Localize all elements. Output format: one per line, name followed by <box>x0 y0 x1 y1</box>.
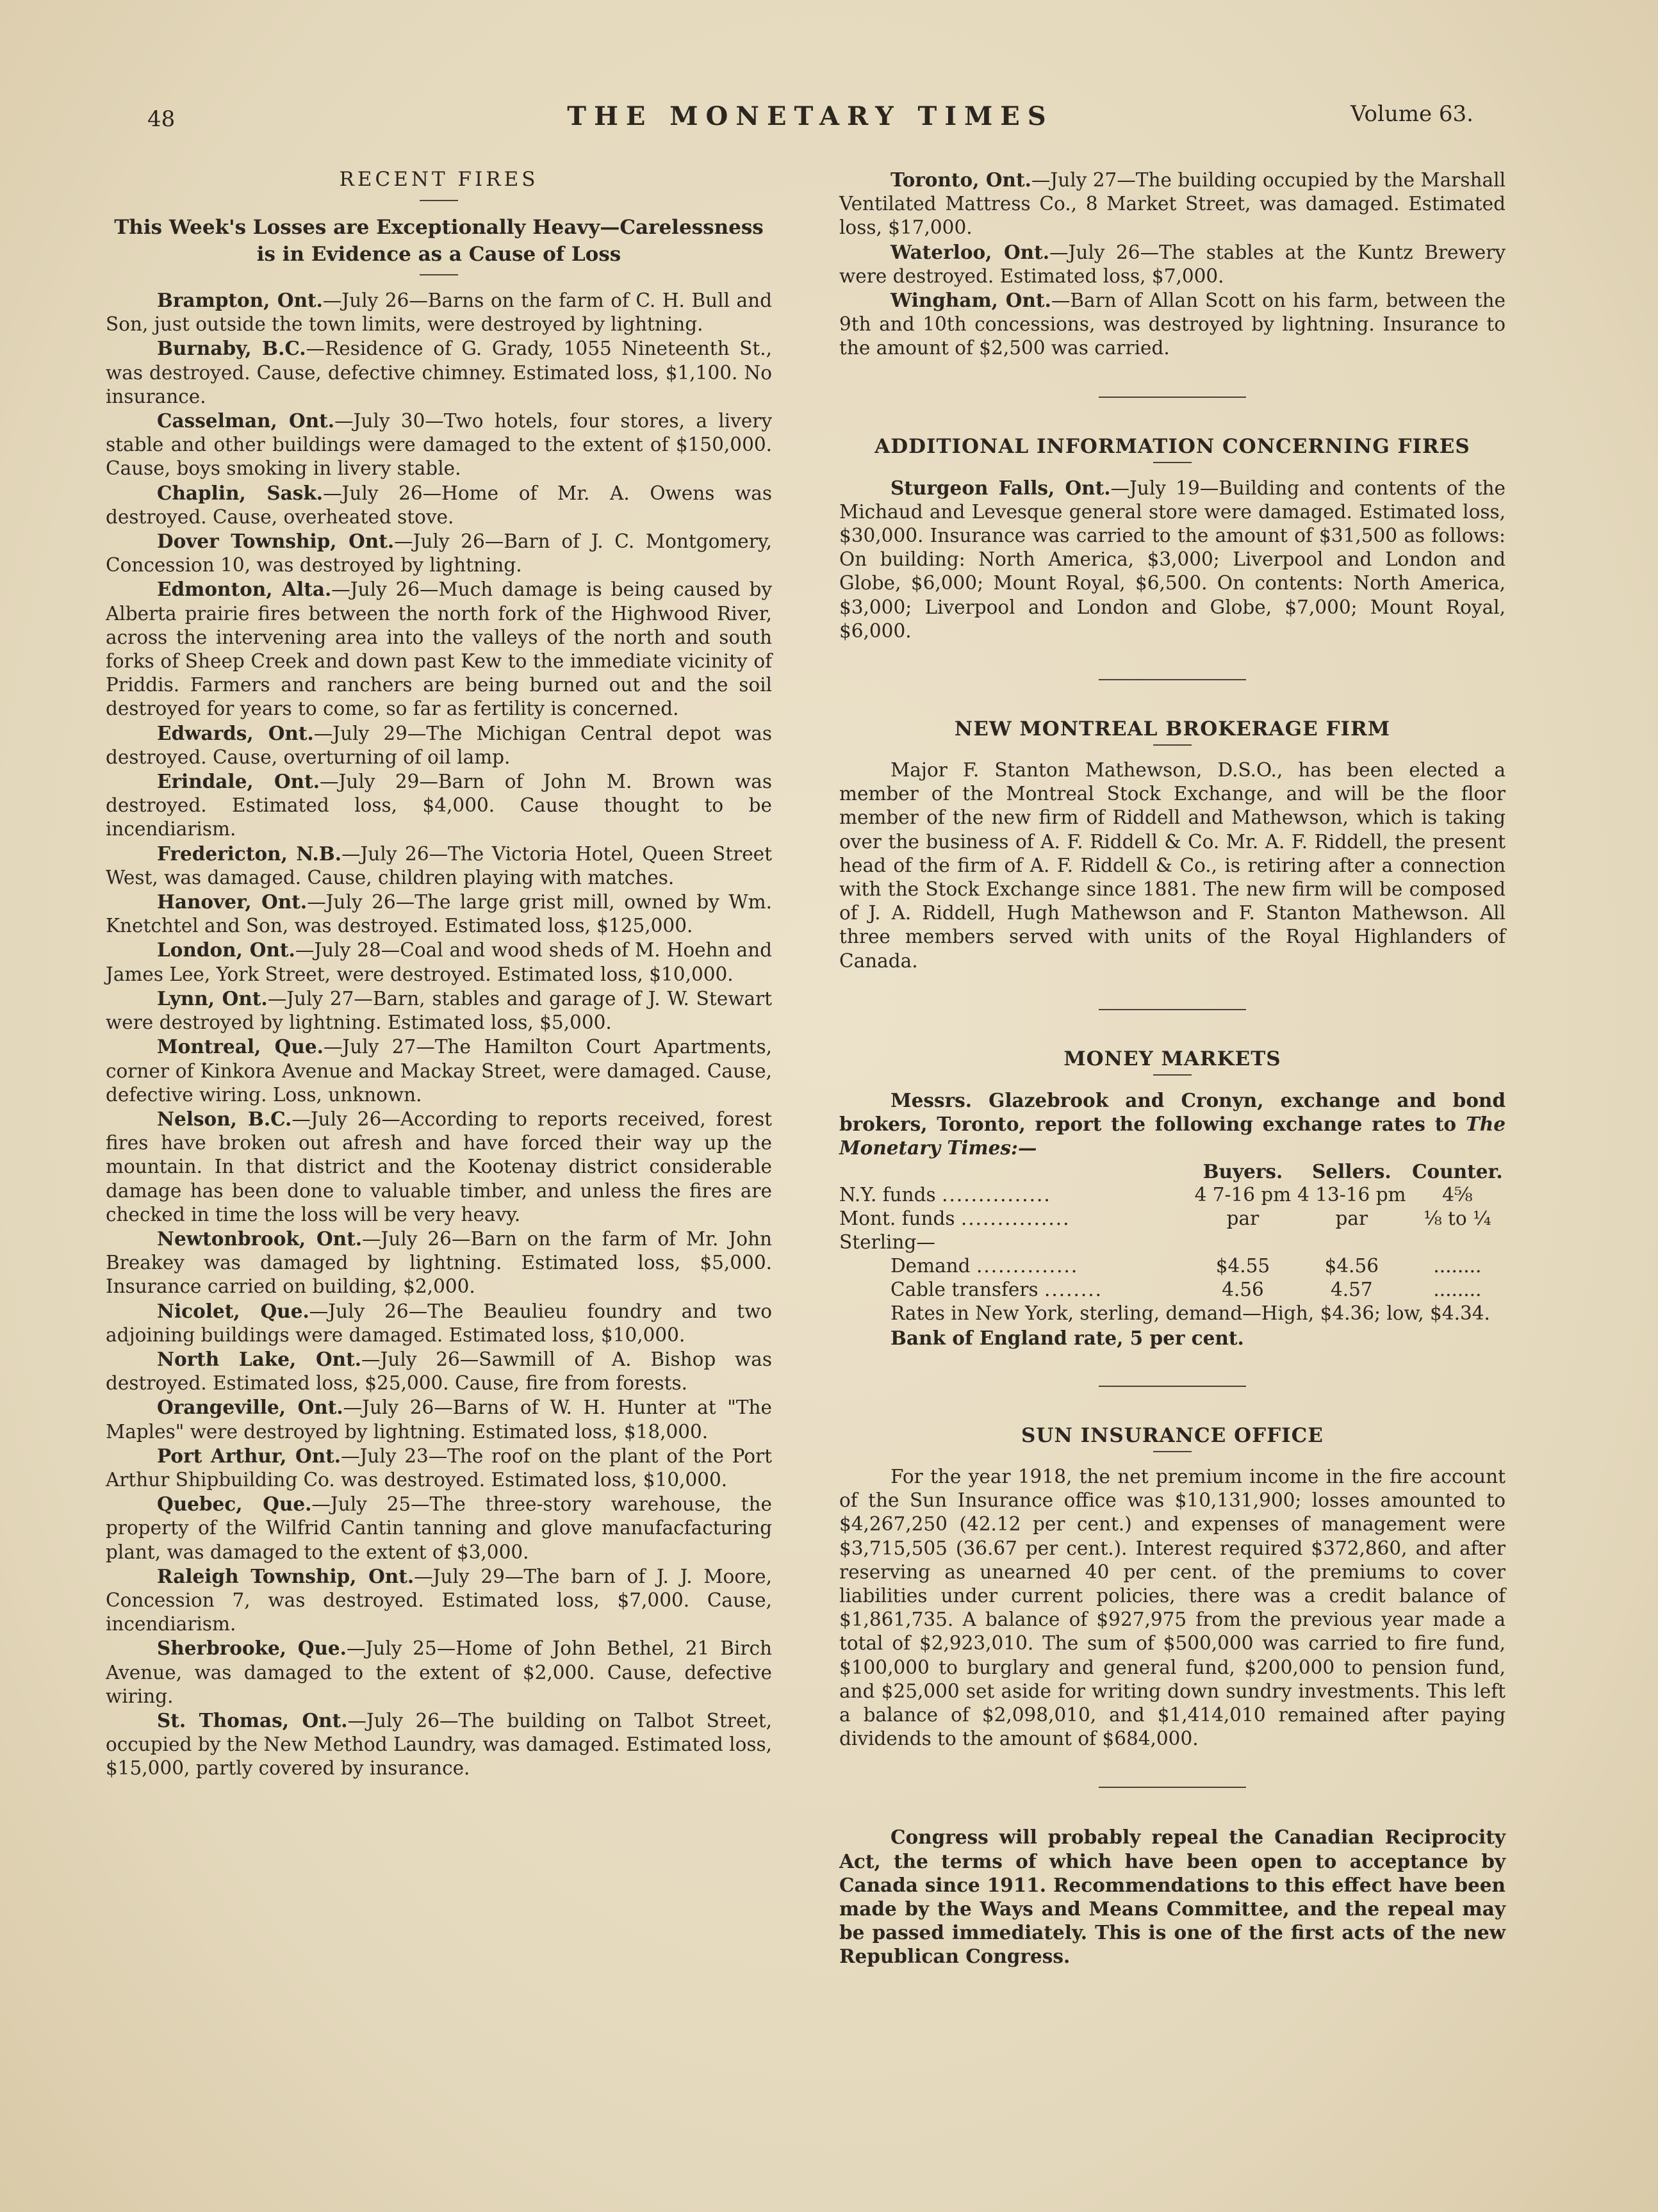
sun-insurance-section <box>839 1424 1506 1751</box>
entry-text: —July 26—Barn on the farm of Mr. John Breakey was damaged by lightning. Estimated loss, $5,000. Insurance carried on building, $2,000. <box>106 1227 772 1298</box>
divider <box>420 200 458 201</box>
table-row <box>839 1231 1506 1254</box>
ny-rates-text: Rates in New York, sterling, demand—High, $4.36; low, $4.34. <box>891 1302 1490 1325</box>
fire-entry <box>106 529 772 577</box>
entry-place: Nelson, B.C. <box>157 1107 292 1130</box>
brokerage-text: Major F. Stanton Mathewson, D.S.O., has been elected a member of the Montreal Stock Exchange, and will be the floor member of the new firm of Riddell and Mathewson, which is taking over the business of A. F. Riddell & Co. Mr. A. F. Riddell, the present head of the firm of A. F. Riddell & Co., is retiring after a connection with the Stock Exchange since 1881. The new firm will be composed of J. A. Riddell, Hugh Mathewson and F. Stanton Mathewson. All three members served with units of the Royal Highlanders of Canada. <box>839 759 1506 972</box>
sellers-cell <box>1294 1231 1409 1254</box>
table-row <box>839 1183 1506 1207</box>
entry-place: Fredericton, N.B. <box>157 842 341 865</box>
exchange-rates-body <box>839 1183 1506 1302</box>
money-markets-title: MONEY MARKETS <box>1063 1047 1281 1070</box>
counter-cell: ⅛ to ¼ <box>1424 1208 1491 1230</box>
fire-entry <box>106 1227 772 1299</box>
divider <box>1153 1451 1192 1452</box>
fire-entry <box>106 721 772 769</box>
divider <box>1153 1074 1192 1076</box>
entry-place: Sherbrooke, Que. <box>157 1637 347 1660</box>
publication-name: The Monetary Times:— <box>839 1113 1506 1159</box>
entry-place: Erindale, Ont. <box>157 770 320 793</box>
fire-entry <box>106 1395 772 1443</box>
table-row <box>839 1254 1506 1278</box>
money-markets-intro <box>839 1088 1506 1160</box>
entry-place: Raleigh Township, Ont. <box>157 1564 414 1587</box>
divider <box>1099 1787 1246 1788</box>
boe-rate-text: Bank of England rate, 5 per cent. <box>891 1326 1244 1349</box>
row-label: Demand <box>891 1255 971 1277</box>
fire-entry <box>839 168 1506 240</box>
money-markets-section <box>839 1047 1506 1350</box>
row-label: N.Y. funds <box>839 1184 936 1206</box>
dot-leader: ............... <box>960 1208 1071 1230</box>
entry-text: —July 26—The large grist mill, owned by Wm. Knetchtel and Son, was destroyed. Estimated loss, $125,000. <box>106 891 773 937</box>
divider <box>1153 462 1192 463</box>
counter-cell: 4⅝ <box>1442 1184 1473 1206</box>
entry-place: Edwards, Ont. <box>157 721 314 744</box>
entry-text: —July 26—Much damage is being caused by Alberta prairie fires between the north fork of the Highwood River, across the intervening area into the valleys of the north and south forks of Sheep Creek and down past Kew to the immediate vicinity of Priddis. Farmers and ranchers are being burned out and the soil destroyed for years to come, so far as fertility is concerned. <box>106 578 772 720</box>
divider <box>1099 1386 1246 1387</box>
entry-text: —July 23—The roof on the plant of the Port Arthur Shipbuilding Co. was destroyed. Estimated loss, $10,000. <box>106 1445 772 1491</box>
row-label-cell <box>839 1278 1192 1302</box>
entry-place: Hanover, Ont. <box>157 890 308 913</box>
sun-insurance-text: For the year 1918, the net premium income in the fire account of the Sun Insurance office was $10,131,900; losses amounted to $4,267,250 (42.12 per cent.) and expenses of management were $3,715,505 (36.67 per cent.). Interest required $372,860, and after reserving as unearned 40 per cent. of the premiums to cover liabilities under current policies, there was a credit balance of $1,861,735. A balance of $927,975 from the previous year made a total of $2,923,010. The sum of $500,000 was carried to fire fund, $100,000 to burglary and general fund, $200,000 to pension fund, and $25,000 set aside for writing down sundry investments. This left a balance of $2,098,010, and $1,414,010 remained after paying dividends to the amount of $684,000. <box>839 1465 1506 1750</box>
right-column <box>839 168 1506 1969</box>
entry-text: —July 26—Home of Mr. A. Owens was destroyed. Cause, overheated stove. <box>106 482 772 528</box>
fire-entry <box>106 577 772 721</box>
buyers-cell: par <box>1226 1208 1260 1230</box>
entry-text: —July 27—Barn, stables and garage of J. W. Stewart were destroyed by lightning. Estimated loss, $5,000. <box>106 987 772 1034</box>
journal-title: THE MONETARY TIMES <box>567 101 1054 131</box>
fire-entry <box>106 1035 772 1107</box>
additional-info-section <box>839 435 1506 643</box>
sellers-cell: 4 13-16 pm <box>1297 1184 1406 1206</box>
entry-text: —July 25—Home of John Bethel, 21 Birch Avenue, was damaged to the extent of $2,000. Cause, defective wiring. <box>106 1637 772 1707</box>
divider <box>1099 679 1246 680</box>
dot-leader: .............. <box>976 1255 1079 1277</box>
dot-leader: ........ <box>1044 1279 1103 1301</box>
sellers-cell: 4.57 <box>1330 1279 1373 1301</box>
fire-entry <box>106 1708 772 1781</box>
entry-place: North Lake, Ont. <box>157 1347 362 1370</box>
table-row <box>839 1278 1506 1302</box>
fire-entry <box>106 1299 772 1347</box>
table-row <box>839 1207 1506 1231</box>
entry-text: —July 26—Barns on the farm of C. H. Bull and Son, just outside the town limits, were destroyed by lightning. <box>106 290 773 336</box>
fire-entry <box>106 769 772 842</box>
buyers-cell: 4 7-16 pm <box>1194 1184 1292 1206</box>
row-label: Cable transfers <box>891 1279 1038 1301</box>
entry-text: —July 26—The building on Talbot Street, occupied by the New Method Laundry, was damaged. Estimated loss, $15,000, partly covered by insurance. <box>106 1709 772 1780</box>
entry-text: —July 27—The building occupied by the Marshall Ventilated Mattress Co., 8 Market Street, was damaged. Estimated loss, $17,000. <box>839 169 1506 239</box>
entry-place: Toronto, Ont. <box>891 168 1031 191</box>
entry-text: —July 28—Coal and wood sheds of M. Hoehn and James Lee, York Street, were destroyed. Estimated loss, $10,000. <box>106 939 773 985</box>
fire-entries-list <box>106 288 772 1781</box>
entry-text: —July 26—Sawmill of A. Bishop was destroyed. Estimated loss, $25,000. Cause, fire from forests. <box>106 1348 772 1395</box>
buyers-cell: 4.56 <box>1222 1279 1264 1301</box>
fire-entry <box>106 1636 772 1708</box>
column-header: Counter. <box>1412 1160 1503 1183</box>
table-header-row <box>839 1159 1506 1183</box>
fire-entry <box>106 481 772 529</box>
fire-entry <box>106 1107 772 1227</box>
recent-fires-title: RECENT FIRES <box>339 168 539 191</box>
buyers-cell <box>1192 1231 1294 1254</box>
entry-text: —July 30—Two hotels, four stores, a livery stable and other buildings were damaged to the extent of $150,000. Cause, boys smoking in livery stable. <box>106 410 772 480</box>
column-header: Sellers. <box>1311 1160 1391 1183</box>
entry-place: Sturgeon Falls, Ont. <box>891 476 1111 499</box>
entry-place: Montreal, Que. <box>157 1035 324 1058</box>
row-label-cell <box>839 1231 1192 1254</box>
column-header: Buyers. <box>1202 1160 1283 1183</box>
entry-text: —July 29—The barn of J. J. Moore, Concession 7, was destroyed. Estimated loss, $7,000. Cause, incendiarism. <box>106 1565 772 1635</box>
divider <box>420 274 458 275</box>
brokerage-title: NEW MONTREAL BROKERAGE FIRM <box>954 717 1391 741</box>
intro-text: Messrs. Glazebrook and Cronyn, exchange and bond brokers, Toronto, report the following exchange rates to <box>839 1088 1506 1136</box>
entry-text: —July 25—The three-story warehouse, the property of the Wilfrid Cantin tanning and glove manufacfacturing plant, was damaged to the extent of $3,000. <box>106 1493 772 1563</box>
entry-place: St. Thomas, Ont. <box>157 1708 348 1732</box>
entry-text: —July 26—The stables at the Kuntz Brewery were destroyed. Estimated loss, $7,000. <box>839 241 1506 287</box>
entry-text: —July 27—The Hamilton Court Apartments, corner of Kinkora Avenue and Mackay Street, were damaged. Cause, defective wiring. Loss, unknown. <box>106 1036 772 1106</box>
entry-place: Port Arthur, Ont. <box>157 1444 341 1467</box>
row-label-cell <box>839 1183 1192 1207</box>
sellers-cell: $4.56 <box>1324 1255 1379 1277</box>
row-label-cell <box>839 1254 1192 1278</box>
fire-entry <box>839 240 1506 288</box>
divider <box>1099 1009 1246 1010</box>
fire-entry <box>106 842 772 890</box>
entry-text: —July 29—The Michigan Central depot was destroyed. Cause, overturning of oil lamp. <box>106 722 772 768</box>
entry-place: London, Ont. <box>157 938 295 962</box>
entry-place: Burnaby, B.C. <box>157 337 306 360</box>
fire-entry <box>106 1492 772 1564</box>
entry-text: —July 26—The Beaulieu foundry and two adjoining buildings were damaged. Estimated loss, $10,000. <box>106 1300 772 1346</box>
sun-insurance-title: SUN INSURANCE OFFICE <box>1021 1423 1324 1447</box>
entry-place: Orangeville, Ont. <box>157 1396 343 1419</box>
entry-place: Nicolet, Que. <box>157 1299 309 1322</box>
entry-text: —July 26—Barns of W. H. Hunter at "The Maples" were destroyed by lightning. Estimated loss, $18,000. <box>106 1397 773 1443</box>
row-label-cell <box>839 1207 1192 1231</box>
additional-info-title: ADDITIONAL INFORMATION CONCERNING FIRES <box>874 434 1470 458</box>
entry-text: —July 29—Barn of John M. Brown was destroyed. Estimated loss, $4,000. Cause thought to be incendiarism. <box>106 771 772 840</box>
fire-entry <box>106 1347 772 1395</box>
entry-text: —July 19—Building and contents of the Michaud and Levesque general store were damaged. Estimated loss, $30,000. Insurance was carried to the amount of $31,500 as follows: On building: North America, $3,000; Liverpool and London and Globe, $6,000; Mount Royal, $6,500. On contents: North America, $3,000; Liverpool and London and Globe, $7,000; Mount Royal, $6,000. <box>839 477 1506 642</box>
fire-entry <box>106 987 772 1035</box>
entry-place: Newtonbrook, Ont. <box>157 1227 363 1250</box>
left-column <box>106 168 772 1781</box>
row-label: Sterling— <box>839 1231 935 1254</box>
row-label: Mont. funds <box>839 1208 955 1230</box>
entry-place: Wingham, Ont. <box>891 289 1051 312</box>
entry-place: Quebec, Que. <box>157 1493 312 1516</box>
counter-cell: ........ <box>1433 1255 1482 1277</box>
fire-entry <box>106 336 772 409</box>
entry-text: —July 26—The Victoria Hotel, Queen Street West, was damaged. Cause, children playing with matches. <box>106 842 772 889</box>
fire-entry <box>106 409 772 481</box>
page-number: 48 <box>147 106 176 132</box>
entry-place: Waterloo, Ont. <box>891 240 1049 263</box>
divider <box>1153 744 1192 746</box>
fire-entry <box>839 288 1506 361</box>
volume-label: Volume 63. <box>1350 101 1473 127</box>
fire-entry <box>106 938 772 986</box>
exchange-rates-table <box>839 1159 1506 1302</box>
fire-entry <box>106 1444 772 1492</box>
fire-entry <box>106 288 772 336</box>
entry-text: —July 26—Barn of J. C. Montgomery, Concession 10, was destroyed by lightning. <box>106 530 772 577</box>
fire-entry <box>106 890 772 938</box>
entry-text: —Residence of G. Grady, 1055 Nineteenth St., was destroyed. Cause, defective chimney. Estimated loss, $1,100. No insurance. <box>106 338 772 407</box>
additional-info-text <box>839 476 1506 643</box>
dot-leader: ............... <box>942 1184 1051 1206</box>
recent-fires-subtitle: This Week's Losses are Exceptionally Heavy—Carelessness is in Evidence as a Cause of Loss <box>114 216 764 266</box>
entry-place: Casselman, Ont. <box>157 409 335 432</box>
entry-place: Chaplin, Sask. <box>157 481 324 504</box>
entry-place: Brampton, Ont. <box>157 289 323 311</box>
counter-cell: ........ <box>1433 1279 1482 1301</box>
entry-place: Edmonton, Alta. <box>157 578 332 601</box>
entry-place: Dover Township, Ont. <box>157 530 395 553</box>
page-header <box>147 101 1473 140</box>
entry-text: —July 26—According to reports received, forest fires have broken out afresh and have forced their way up the mountain. In that district and the Kootenay district considerable damage has been done to valuable timber, and unless the fires are checked in time the loss will be very heavy. <box>106 1108 772 1225</box>
entry-place: Lynn, Ont. <box>157 987 268 1010</box>
sellers-cell: par <box>1335 1208 1368 1230</box>
brokerage-section <box>839 717 1506 973</box>
buyers-cell: $4.55 <box>1215 1255 1270 1277</box>
fire-entry <box>106 1564 772 1637</box>
counter-cell <box>1409 1231 1506 1254</box>
fire-entries-list-continued <box>839 168 1506 361</box>
divider <box>1099 397 1246 398</box>
reciprocity-text: Congress will probably repeal the Canadian Reciprocity Act, the terms of which have been open to acceptance by Canada since 1911. Recommendations to this effect have been made by the Ways and Means Committee, and the repeal may be passed immediately. This is one of the first acts of the new Republican Congress. <box>839 1826 1506 1968</box>
entry-text: —Barn of Allan Scott on his farm, between the 9th and 10th concessions, was destroyed by lightning. Insurance to the amount of $2,500 was carried. <box>839 290 1506 359</box>
